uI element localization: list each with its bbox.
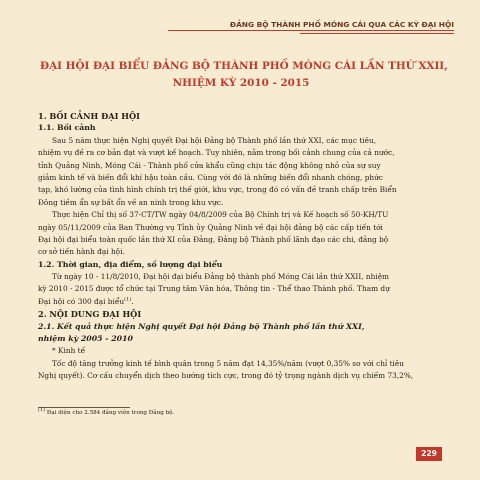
- paragraph-line: giảm kinh tế và biến đổi khí hậu toàn cầu. Cùng với đó là những biến đổi nhanh chóng, phức: [38, 172, 383, 182]
- chapter-title-line-1: ĐẠI HỘI ĐẠI BIỂU ĐẢNG BỘ THÀNH PHỐ MÓNG CÁI LẦN THỨ XXII,: [40, 60, 448, 72]
- section-2-1-heading-line-2: nhiệm kỳ 2005 - 2010: [38, 334, 133, 344]
- subheading-kinh-te: * Kinh tế: [52, 346, 86, 356]
- chapter-title-line-2: NHIỆM KỲ 2010 - 2015: [172, 76, 310, 89]
- paragraph-line: Đại hội đại biểu toàn quốc lần thứ XI của Đảng, Đảng bộ Thành phố lãnh đạo các chi, đảng bộ: [38, 234, 389, 244]
- footnote-text: Đại diện cho 2.584 đảng viên trong Đảng bộ.: [45, 410, 175, 416]
- paragraph-line: cơ sở tiến hành đại hội.: [38, 247, 125, 257]
- section-1-2-heading: 1.2. Thời gian, địa điểm, số lượng đại biểu: [38, 259, 223, 269]
- paragraph-line: Tốc độ tăng trưởng kinh tế bình quân trong 5 năm đạt 14,35%/năm (vượt 0,35% so với chỉ tiêu: [52, 358, 404, 368]
- section-1-heading: 1. BỐI CẢNH ĐẠI HỘI: [38, 111, 140, 121]
- paragraph-line: tạp, khó lường của tình hình chính trị thế giới, khu vực, trong đó có vấn đề tranh chấp trên Biển: [38, 185, 397, 195]
- header-rule: [168, 30, 454, 31]
- footnote-rule: [38, 407, 130, 408]
- footnote-reference[interactable]: (1): [124, 296, 132, 303]
- section-1-1-heading: 1.1. Bối cảnh: [38, 123, 96, 133]
- paragraph-line-with-footnote: [38, 296, 442, 308]
- paragraph-line: ngày 05/11/2009 của Ban Thường vụ Tỉnh ủy Quảng Ninh về đại hội đảng bộ các cấp tiến tới: [38, 222, 383, 232]
- paragraph-line: kỳ 2010 - 2015 được tổ chức tại Trung tâm Văn hóa, Thông tin - Thể thao Thành phố. Tham dự: [38, 284, 390, 294]
- section-2-1-heading-line-1: 2.1. Kết quả thực hiện Nghị quyết Đại hội Đảng bộ Thành phố lần thứ XXI,: [38, 321, 365, 331]
- paragraph-line: Thực hiện Chỉ thị số 37-CT/TW ngày 04/8/2009 của Bộ Chính trị và Kế hoạch số 50-KH/TU: [52, 210, 389, 220]
- page-number: 229: [416, 447, 442, 461]
- header-rule-thin: [300, 33, 454, 34]
- body-content: [38, 110, 442, 383]
- paragraph-text: Đại hội có 300 đại biểu: [38, 296, 125, 306]
- paragraph-end: .: [131, 296, 134, 306]
- paragraph-line: Đông tiềm ẩn sự bất ổn về an ninh trong khu vực.: [38, 197, 224, 207]
- running-header: ĐẢNG BỘ THÀNH PHỐ MÓNG CÁI QUA CÁC KỲ ĐẠI HỘI: [229, 20, 454, 29]
- paragraph-line: tỉnh Quảng Ninh, Móng Cái - Thành phố cửa khẩu cũng chịu tác động không nhỏ của sự suy: [38, 160, 381, 170]
- paragraph-line: Sau 5 năm thực hiện Nghị quyết Đại hội Đảng bộ Thành phố lần thứ XXI, các mục tiêu,: [52, 135, 377, 145]
- paragraph-line: nhiệm vụ đề ra cơ bản đạt và vượt kế hoạch. Tuy nhiên, nằm trong bối cảnh chung của cả nước,: [38, 148, 395, 158]
- paragraph-line: Nghị quyết). Cơ cấu chuyển dịch theo hướng tích cực, trong đó tỷ trọng ngành dịch vụ chiếm 73,2%,: [38, 371, 414, 381]
- paragraph-line: Từ ngày 10 - 11/8/2010, Đại hội đại biểu Đảng bộ thành phố Móng Cái lần thứ XXII, nhiệm: [52, 272, 390, 282]
- section-2-heading: 2. NỘI DUNG ĐẠI HỘI: [38, 309, 142, 320]
- footnote: [38, 409, 174, 417]
- footnote-marker: (1): [38, 407, 46, 414]
- chapter-title: [40, 58, 448, 91]
